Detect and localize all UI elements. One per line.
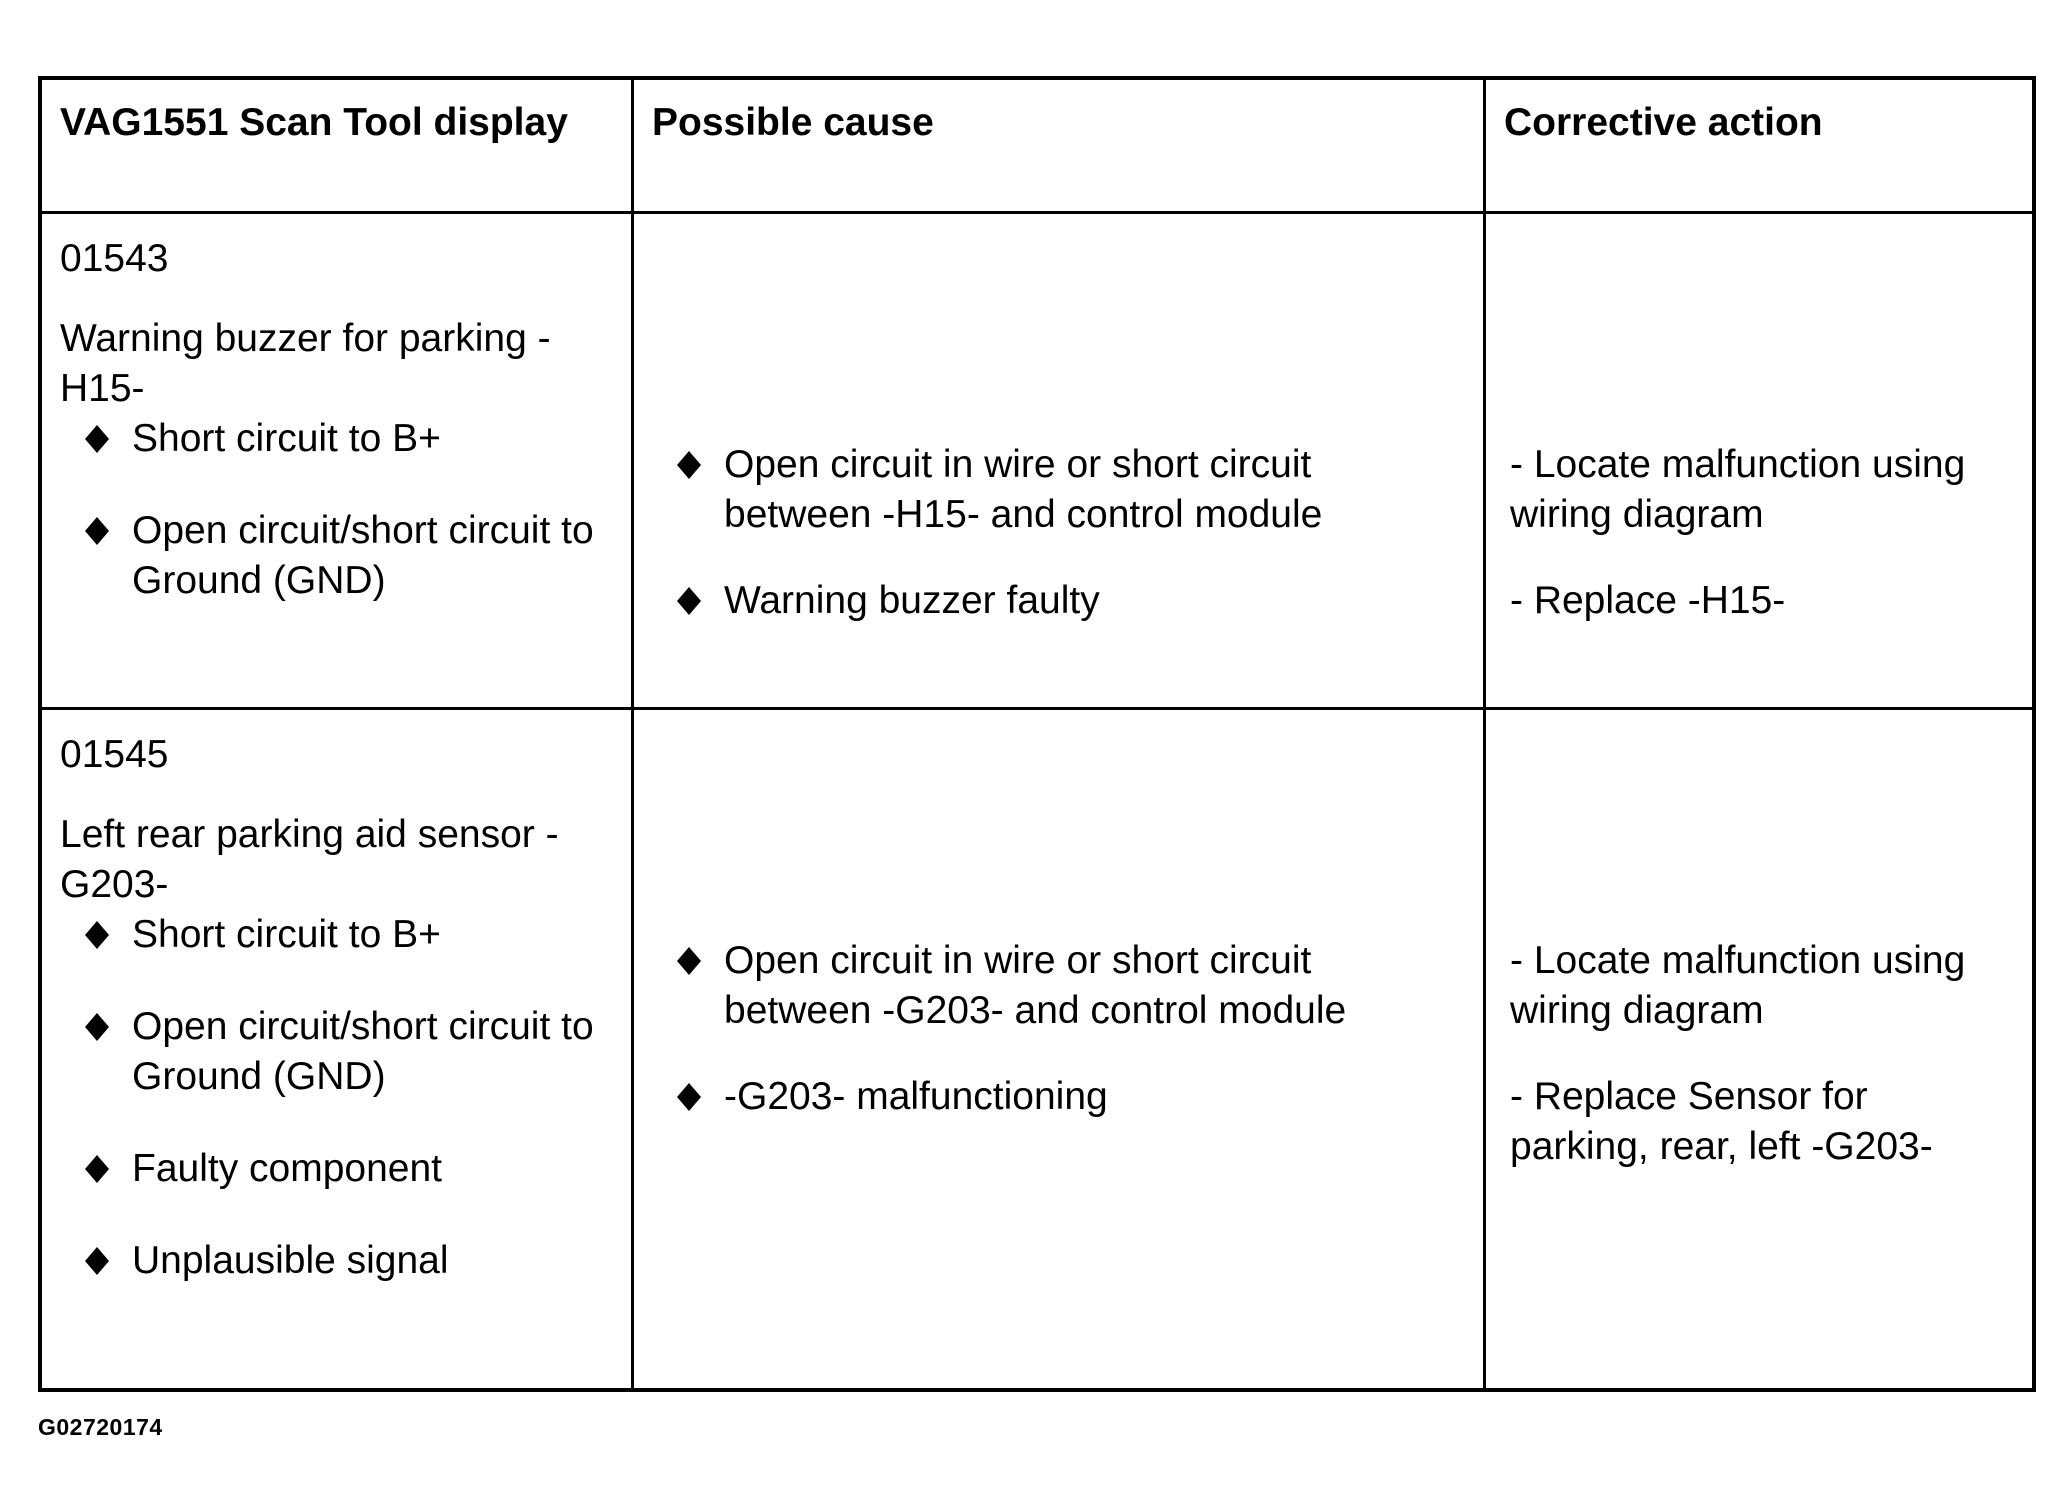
fault-text: Faulty component — [132, 1147, 443, 1190]
diamond-bullet-icon — [674, 946, 704, 976]
header-corrective-action — [1486, 80, 2032, 214]
fault-text: Open circuit/short circuit to Ground (GND) — [132, 509, 594, 602]
list-item — [60, 1144, 611, 1194]
list-item — [652, 1072, 1463, 1122]
row-01543-display — [42, 214, 634, 710]
action-list — [1510, 936, 2012, 1172]
cause-text: Open circuit in wire or short circuit between -H15- and control module — [724, 443, 1323, 536]
diamond-bullet-icon — [82, 516, 112, 546]
component-name: Warning buzzer for parking -H15- — [60, 317, 551, 410]
list-item — [60, 910, 611, 960]
fault-list — [60, 910, 611, 1286]
fault-text: Open circuit/short circuit to Ground (GND) — [132, 1005, 594, 1098]
fault-text: Unplausible signal — [132, 1239, 449, 1282]
cause-text: Warning buzzer faulty — [724, 579, 1100, 622]
cause-list — [652, 440, 1463, 626]
list-item — [60, 1236, 611, 1286]
diamond-bullet-icon — [82, 1246, 112, 1276]
list-item — [652, 440, 1463, 540]
diamond-bullet-icon — [82, 920, 112, 950]
cause-list — [652, 936, 1463, 1122]
diamond-bullet-icon — [674, 586, 704, 616]
fault-code: 01543 — [60, 237, 169, 280]
row-01545-action — [1486, 710, 2032, 1388]
fault-text: Short circuit to B+ — [132, 417, 441, 460]
header-label: VAG1551 Scan Tool display — [60, 101, 568, 144]
action-text: - Replace -H15- — [1510, 579, 1786, 622]
action-list — [1510, 440, 2012, 626]
list-item — [652, 576, 1463, 626]
diagnostic-table — [38, 76, 2036, 1392]
cause-text: Open circuit in wire or short circuit between -G203- and control module — [724, 939, 1347, 1032]
header-scan-tool-display — [42, 80, 634, 214]
component-name: Left rear parking aid sensor -G203- — [60, 813, 559, 906]
action-text: - Replace Sensor for parking, rear, left -G203- — [1510, 1075, 1933, 1168]
action-text: - Locate malfunction using wiring diagram — [1510, 443, 1966, 536]
action-text: - Locate malfunction using wiring diagram — [1510, 939, 1966, 1032]
cause-text: -G203- malfunctioning — [724, 1075, 1108, 1118]
diamond-bullet-icon — [674, 450, 704, 480]
row-01545-cause — [634, 710, 1486, 1388]
fault-code: 01545 — [60, 733, 169, 776]
row-01543-cause — [634, 214, 1486, 710]
header-label: Possible cause — [652, 101, 934, 144]
fault-text: Short circuit to B+ — [132, 913, 441, 956]
list-item — [652, 936, 1463, 1036]
diamond-bullet-icon — [82, 1154, 112, 1184]
header-possible-cause — [634, 80, 1486, 214]
list-item — [60, 1002, 611, 1102]
list-item — [60, 414, 611, 464]
header-label: Corrective action — [1504, 101, 1823, 144]
diamond-bullet-icon — [674, 1082, 704, 1112]
figure-id: G02720174 — [38, 1414, 163, 1440]
row-01543-action — [1486, 214, 2032, 710]
fault-list — [60, 414, 611, 606]
diamond-bullet-icon — [82, 1012, 112, 1042]
list-item — [60, 506, 611, 606]
diamond-bullet-icon — [82, 424, 112, 454]
row-01545-display — [42, 710, 634, 1388]
